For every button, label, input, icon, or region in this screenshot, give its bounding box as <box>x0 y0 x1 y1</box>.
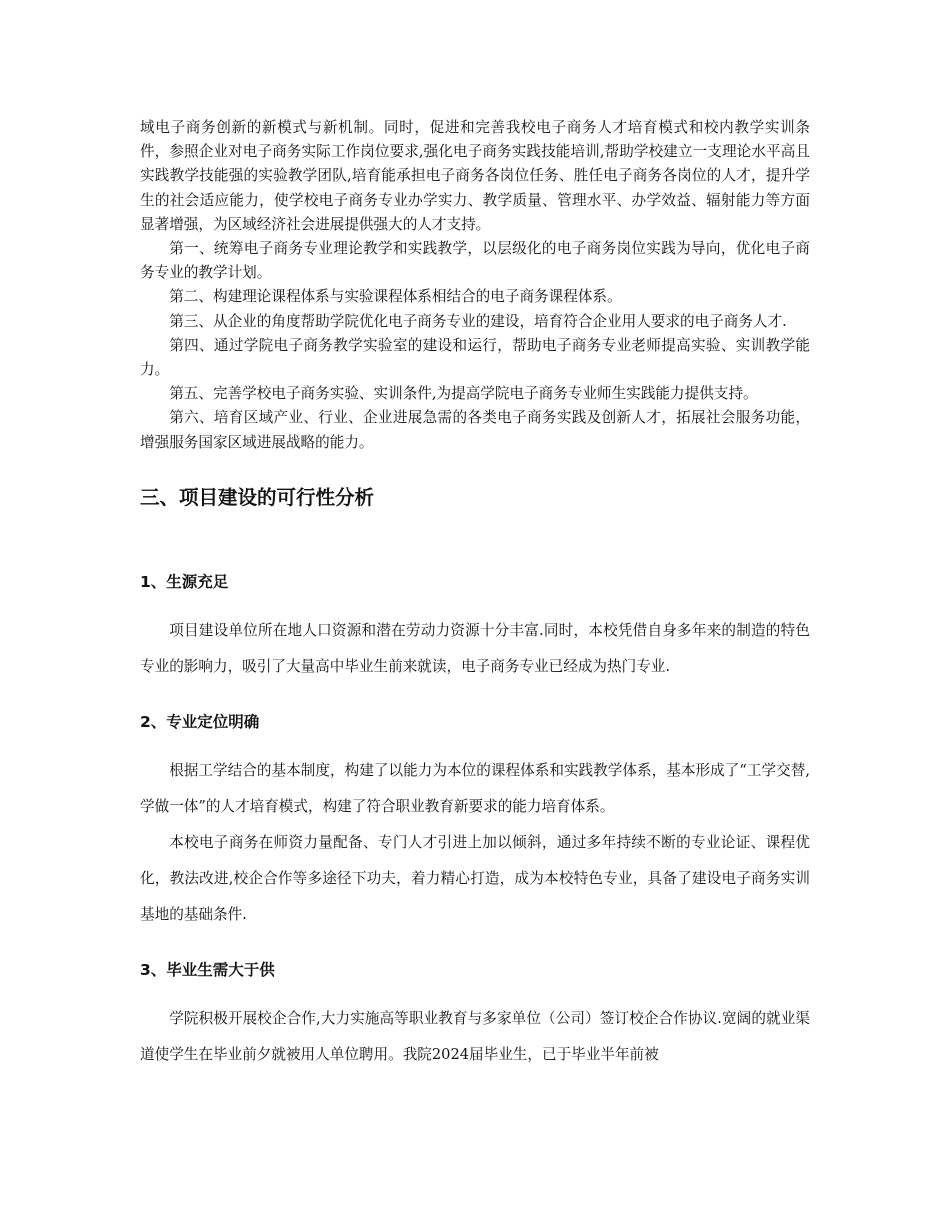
paragraph-demand: 学院积极开展校企合作,大力实施高等职业教育与多家单位（公司）签订校企合作协议.宽阔的就业渠道使学生在毕业前夕就被用人单位聘用。我院2024届毕业生，已于毕业半年前被 <box>140 1009 810 1063</box>
goal-item-2: 第二、构建理论课程体系与实验课程体系相结合的电子商务课程体系。 <box>169 288 622 306</box>
intro-paragraph: 域电子商务创新的新模式与新机制。同时，促进和完善我校电子商务人才培育模式和校内教学实训条件，参照企业对电子商务实际工作岗位要求,强化电子商务实践技能培训,帮助学校建立一支理论水平高且实践教学技能强的实验教学团队,培育能承担电子商务各岗位任务、胜任电子商务各岗位的人才，提升学生的社会适应能力，使学校电子商务专业办学实力、教学质量、管理水平、办学效益、辐射能力等方面显著增强，为区域经济社会进展提供强大的人才支持。 <box>140 119 810 233</box>
subheading-student-source: 1、生源充足 <box>140 572 229 591</box>
paragraph-positioning-1: 根据工学结合的基本制度，构建了以能力为本位的课程体系和实践教学体系，基本形成了“工学交替,学做一体”的人才培育模式，构建了符合职业教育新要求的能力培育体系。 <box>140 761 810 815</box>
section-heading-feasibility: 三、项目建设的可行性分析 <box>140 485 375 509</box>
paragraph-student-source: 项目建设单位所在地人口资源和潜在劳动力资源十分丰富.同时，本校凭借自身多年来的制造的特色专业的影响力，吸引了大量高中毕业生前来就读，电子商务专业已经成为热门专业. <box>140 621 810 675</box>
goal-item-5: 第五、完善学校电子商务实验、实训条件,为提高学院电子商务专业师生实践能力提供支持。 <box>169 385 758 403</box>
goal-item-1: 第一、统筹电子商务专业理论教学和实践教学，以层级化的电子商务岗位实践为导向，优化电子商务专业的教学计划。 <box>140 240 810 282</box>
goal-item-3: 第三、从企业的角度帮助学院优化电子商务专业的建设，培育符合企业用人要求的电子商务人才. <box>169 312 787 330</box>
goal-item-4: 第四、通过学院电子商务教学实验室的建设和运行，帮助电子商务专业老师提高实验、实训教学能力。 <box>140 336 810 379</box>
goal-item-6: 第六、培育区域产业、行业、企业进展急需的各类电子商务实践及创新人才，拓展社会服务功能，增强服务国家区域进展战略的能力。 <box>140 409 810 451</box>
subheading-demand: 3、毕业生需大于供 <box>140 960 275 979</box>
subheading-positioning: 2、专业定位明确 <box>140 712 260 731</box>
paragraph-positioning-2: 本校电子商务在师资力量配备、专门人才引进上加以倾斜，通过多年持续不断的专业论证、课程优化，教法改进,校企合作等多途径下功夫，着力精心打造，成为本校特色专业，具备了建设电子商务实训基地的基础条件. <box>140 833 810 923</box>
document-body <box>140 116 810 1073</box>
